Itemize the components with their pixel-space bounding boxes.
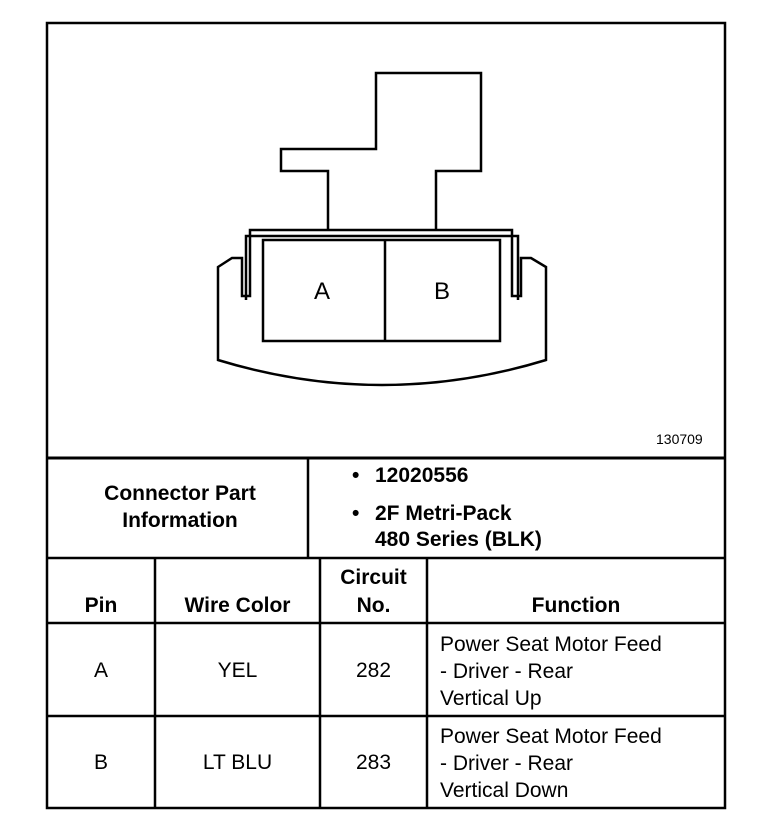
description-line2: 480 Series (BLK) [375, 528, 542, 551]
cavity-b-label: B [434, 278, 451, 305]
description-line1: 2F Metri-Pack [375, 502, 512, 525]
row-a-circuit: 282 [355, 659, 392, 682]
header-pin: Pin [84, 594, 118, 617]
connector-latch-outline [281, 73, 481, 230]
outer-border [47, 23, 725, 808]
connector-inner-wall [246, 236, 518, 300]
figure-number: 130709 [656, 431, 703, 447]
row-a-function-line1: Power Seat Motor Feed [440, 633, 662, 656]
bullet-description: • [352, 502, 360, 525]
row-a-wire-color: YEL [217, 659, 258, 682]
connector-shell-outline [218, 230, 546, 385]
row-a-function-line2: - Driver - Rear [440, 660, 574, 683]
row-b-circuit: 283 [355, 751, 392, 774]
row-b-function-line3: Vertical Down [440, 779, 569, 802]
bullet-part-number: • [352, 464, 360, 487]
row-b-wire-color: LT BLU [202, 751, 273, 774]
row-b-function-line2: - Driver - Rear [440, 752, 574, 775]
row-b-pin: B [93, 751, 108, 774]
cavity-a-label: A [314, 278, 331, 305]
connector-face-drawing [218, 73, 546, 385]
part-info-label-line2: Information [122, 509, 238, 532]
row-a-function-line3: Vertical Up [440, 687, 542, 710]
header-function: Function [531, 594, 621, 617]
header-circuit-line1: Circuit [340, 566, 407, 589]
part-info-label-line1: Connector Part [104, 482, 256, 505]
header-wire-color: Wire Color [184, 594, 291, 617]
row-b-function-line1: Power Seat Motor Feed [440, 725, 662, 748]
terminal-cavity-box [263, 240, 500, 341]
header-circuit-line2: No. [356, 594, 391, 617]
row-a-pin: A [93, 659, 108, 682]
part-number: 12020556 [375, 464, 469, 487]
